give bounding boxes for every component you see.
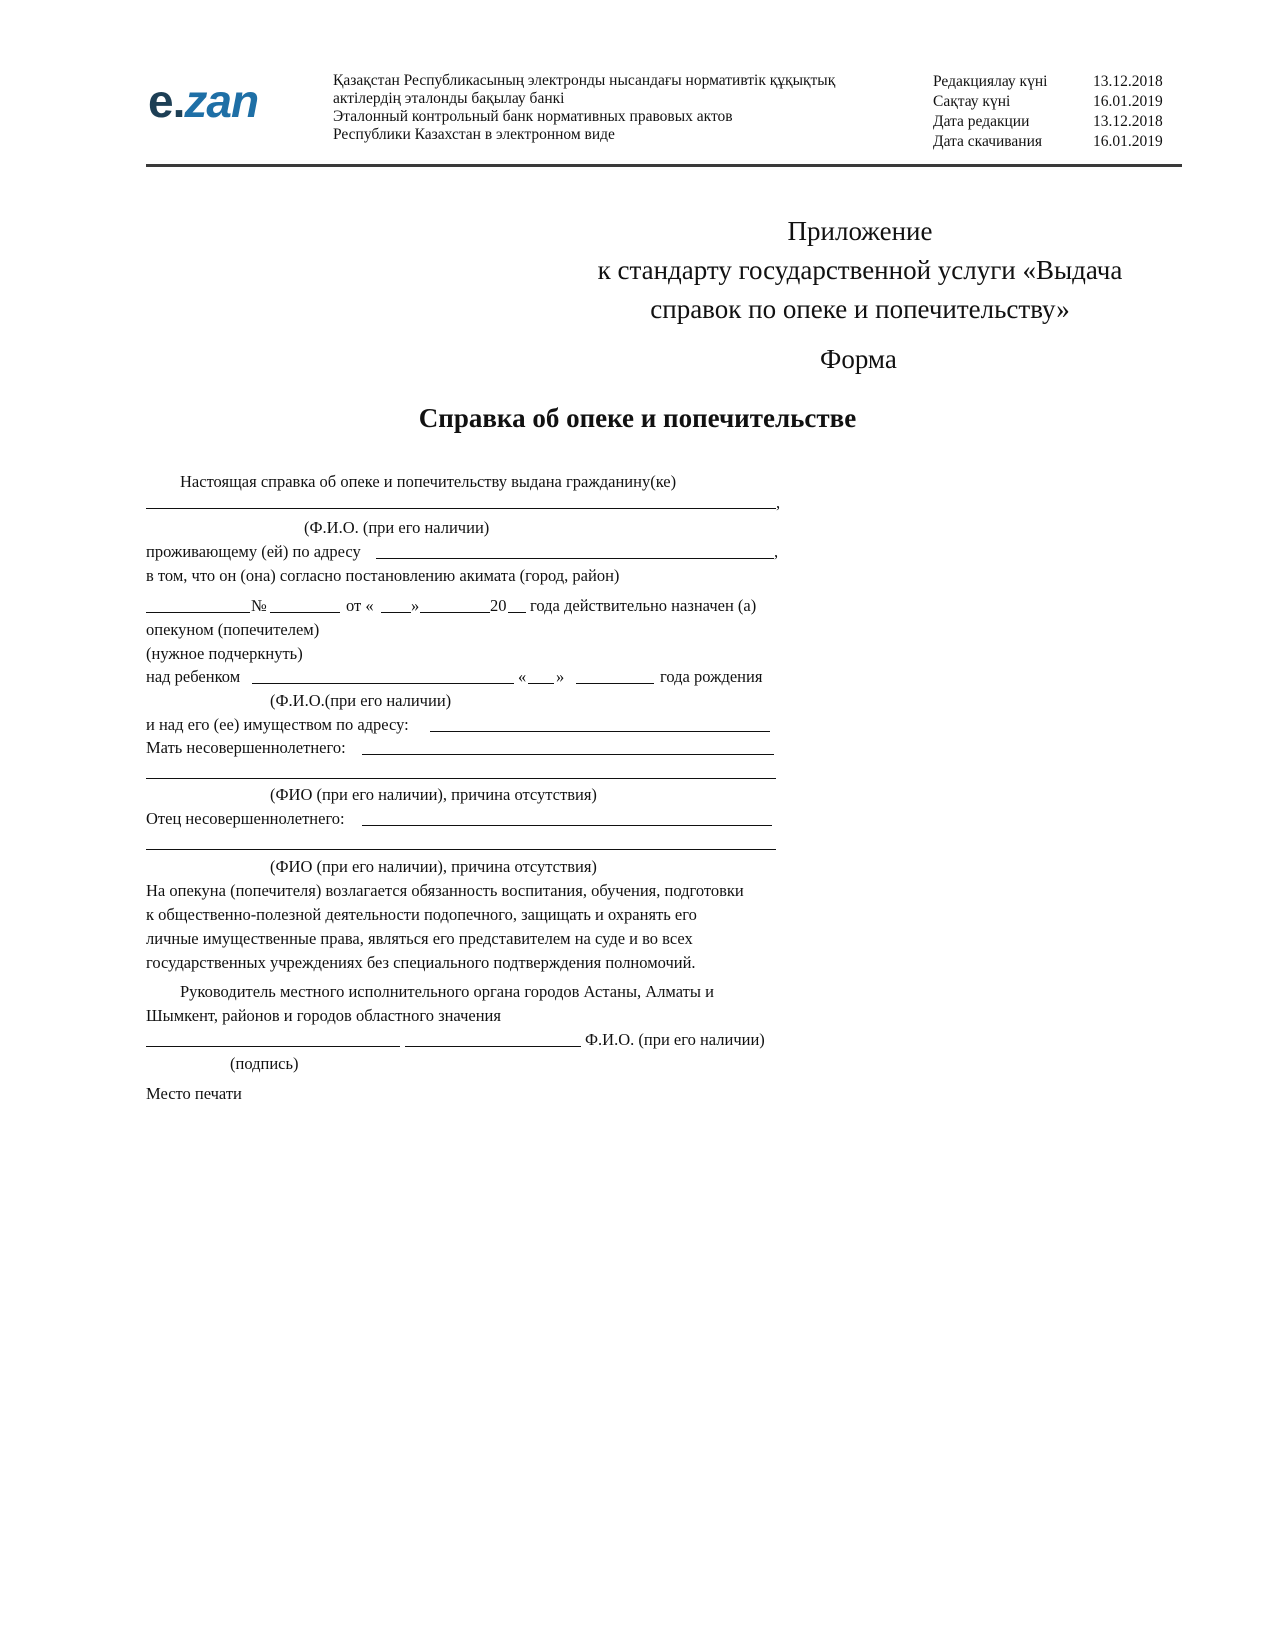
fill-line (508, 612, 526, 613)
mother-label: Мать несовершеннолетнего: (146, 738, 346, 757)
fill-line (362, 825, 772, 826)
header-description-line: Эталонный контрольный банк нормативных правовых актов (333, 108, 733, 125)
appendix-line: справок по опеке и попечительству» (650, 294, 1070, 324)
fill-line (420, 612, 490, 613)
fio-reason-hint: (ФИО (при его наличии), причина отсутствия) (270, 785, 597, 804)
fill-line (376, 558, 774, 559)
fill-line (146, 849, 776, 850)
date-value: 13.12.2018 (1093, 113, 1163, 130)
fill-line (270, 612, 340, 613)
birth-year-label: года рождения (660, 667, 763, 686)
intro-text: Настоящая справка об опеке и попечительству выдана гражданину(ке) (180, 472, 677, 491)
fill-line (362, 754, 774, 755)
fill-line (430, 731, 770, 732)
fill-line (576, 683, 654, 684)
header-description-line: Республики Казахстан в электронном виде (333, 126, 615, 143)
date-label: Редакциялау күні (933, 73, 1048, 90)
head-line: Шымкент, районов и городов областного значения (146, 1006, 501, 1025)
fill-line (381, 612, 411, 613)
comma: , (776, 493, 781, 512)
head-line: Руководитель местного исполнительного органа городов Астаны, Алматы и (180, 982, 714, 1001)
open-quote: « (518, 667, 527, 686)
appendix-line: к стандарту государственной услуги «Выдача (597, 255, 1123, 285)
quote-close: » (556, 667, 565, 686)
fill-line (252, 683, 514, 684)
header-description-line: Қазақстан Республикасының электронды нысандағы нормативтік құқықтық (333, 72, 836, 89)
signature-hint: (подпись) (230, 1054, 299, 1073)
comma: , (774, 542, 779, 561)
form-label: Форма (820, 344, 897, 374)
date-row (933, 72, 1163, 92)
fill-line (146, 508, 776, 509)
fill-line (528, 683, 554, 684)
ezan-logo: e.zan (148, 75, 259, 127)
date-label: Дата редакции (933, 113, 1030, 130)
property-label: и над его (ее) имуществом по адресу: (146, 715, 409, 734)
name-line (405, 1046, 581, 1047)
header-description-line: актілердің эталонды бақылау банкі (333, 90, 565, 107)
father-label: Отец несовершеннолетнего: (146, 809, 345, 828)
date-row (933, 92, 1163, 112)
date-label: Сақтау күні (933, 93, 1011, 110)
from-text: от « (346, 596, 374, 615)
duty-line: государственных учреждениях без специального подтверждения полномочий. (146, 953, 696, 972)
date-label: Дата скачивания (933, 133, 1043, 150)
header-description (333, 72, 835, 144)
fill-line (146, 778, 776, 779)
resolution-text: в том, что он (она) согласно постановлению акимата (город, район) (146, 566, 620, 585)
appendix-block (560, 212, 1160, 329)
date-value: 13.12.2018 (1093, 73, 1163, 90)
date-row (933, 112, 1163, 132)
duty-line: личные имущественные права, являться его представителем на суде и во всех (146, 929, 693, 948)
header-dates (933, 72, 1163, 152)
fill-line (146, 612, 250, 613)
fio-reason-hint: (ФИО (при его наличии), причина отсутствия) (270, 857, 597, 876)
guardian-text: опекуном (попечителем) (146, 620, 320, 639)
signature-line (146, 1046, 400, 1047)
address-label: проживающему (ей) по адресу (146, 542, 361, 561)
header-divider (146, 164, 1182, 167)
underline-note: (нужное подчеркнуть) (146, 644, 303, 663)
date-row (933, 132, 1163, 152)
document-title: Справка об опеке и попечительстве (418, 403, 857, 433)
quote-close: » (411, 596, 420, 615)
number-sign: № (251, 596, 267, 615)
fio-hint: (Ф.И.О. (при его наличии) (304, 518, 490, 537)
duty-line: к общественно-полезной деятельности подопечного, защищать и охранять его (146, 905, 697, 924)
fio-hint: (Ф.И.О.(при его наличии) (270, 691, 452, 710)
year-prefix: 20 (490, 596, 507, 615)
over-child-label: над ребенком (146, 667, 241, 686)
stamp-label: Место печати (146, 1084, 242, 1103)
appointed-text: года действительно назначен (а) (530, 596, 757, 615)
fio-sign-label: Ф.И.О. (при его наличии) (585, 1030, 765, 1049)
duty-line: На опекуна (попечителя) возлагается обязанность воспитания, обучения, подготовки (146, 881, 744, 900)
appendix-line: Приложение (787, 216, 933, 246)
date-value: 16.01.2019 (1093, 133, 1163, 150)
date-value: 16.01.2019 (1093, 93, 1163, 110)
